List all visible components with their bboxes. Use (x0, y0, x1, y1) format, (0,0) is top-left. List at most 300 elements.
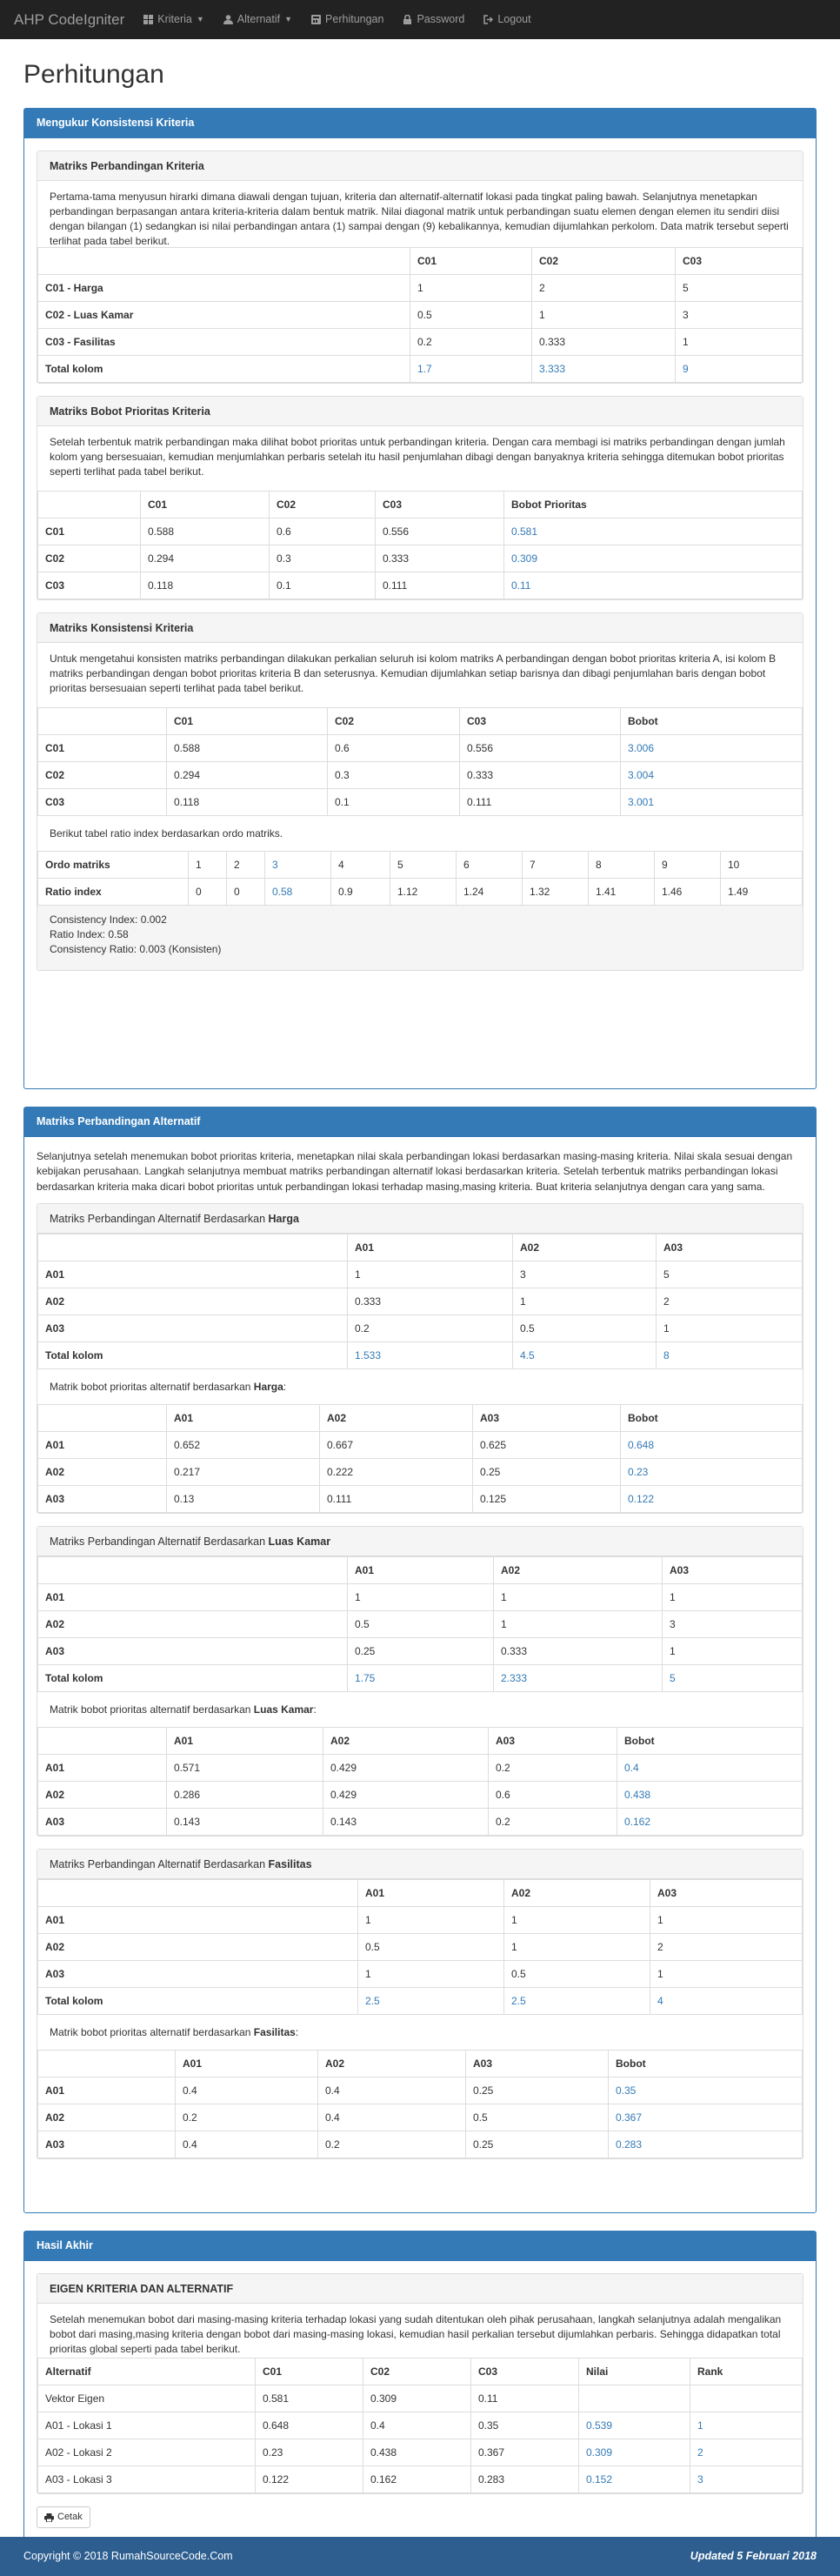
table-header-cell: Bobot (609, 2051, 803, 2078)
table-bobot-harga (37, 1404, 803, 1513)
panel-heading: Mengukur Konsistensi Kriteria (24, 109, 816, 138)
table-header-cell: Bobot (617, 1728, 803, 1755)
table-cell (690, 2385, 803, 2412)
table-cell: 0.2 (318, 2131, 466, 2158)
table-header-cell: C02 (38, 545, 141, 572)
table-cell: 1.32 (523, 879, 589, 906)
table-cell: 9 (676, 356, 803, 383)
table-header-cell: A01 (38, 2078, 176, 2104)
table-header-cell: A01 (38, 1584, 348, 1611)
print-button-label: Cetak (57, 2512, 83, 2522)
table-header (38, 492, 141, 519)
description: Selanjutnya setelah menemukan bobot prioritas kriteria, menetapkan nilai skala perbandingan lokasi berdasarkan masing-masing kriteria. Nilai skala sesuai dengan kebijakan perusahaan. Langkah selanjutnya membuat matriks perbandingan alternatif lokasi berdasarkan kriteria. Setelah terbentuk matriks perbandingan lokasi berdasarkan kriteria maka dicari bobot prioritas untuk perbandingan lokasi terhadap masing,masing kriteria. Buat kriteria selanjutnya dengan cara yang sama. (37, 1150, 793, 1193)
table-cell: 0.2 (489, 1809, 617, 1836)
table-header-cell: Bobot (621, 1405, 803, 1432)
table-cell: Vektor Eigen (38, 2385, 256, 2412)
table-cell: 0.2 (489, 1755, 617, 1782)
table-header-cell (38, 1728, 167, 1755)
table-cell: 2 (690, 2439, 803, 2466)
grid-icon (143, 15, 153, 24)
table-cell: 0.162 (363, 2466, 471, 2493)
table-cell: 0.13 (167, 1486, 320, 1513)
table-cell: 3.001 (621, 789, 803, 816)
table-cell: 0.5 (504, 1961, 650, 1988)
consistency-ratio: Consistency Ratio: 0.003 (Konsisten) (50, 942, 222, 955)
table-cell: 0.5 (466, 2104, 609, 2131)
table-header-cell: C03 - Fasilitas (38, 329, 410, 356)
table-header-cell (38, 1557, 348, 1584)
table-cell: 1.41 (589, 879, 655, 906)
table-header-cell: A03 (489, 1728, 617, 1755)
table-cell: 0.111 (376, 572, 504, 599)
table-header-cell: Ratio index (38, 879, 189, 906)
table-cell: 0.2 (410, 329, 532, 356)
table-header-cell (38, 1234, 348, 1261)
table-cell: 0.11 (504, 572, 803, 599)
panel-heading: Matriks Perbandingan Alternatif (24, 1107, 816, 1137)
table-header-cell: C02 (38, 762, 167, 789)
table-row (38, 302, 803, 329)
print-button[interactable] (37, 2506, 90, 2528)
caret-down-icon: ▼ (196, 15, 204, 24)
table-cell: 0.309 (579, 2439, 690, 2466)
table-header-cell (38, 1405, 167, 1432)
subpanel-matriks-bobot-prioritas (37, 396, 803, 600)
updated-date: Updated 5 Februari 2018 (690, 2549, 817, 2562)
table-row (38, 1907, 803, 1934)
subpanel-title: Matriks Perbandingan Kriteria (37, 151, 803, 181)
table-cell: 0.111 (320, 1486, 473, 1513)
table-cell: 1 (650, 1961, 803, 1988)
table-cell: 1 (690, 2412, 803, 2439)
subpanel-title: EIGEN KRITERIA DAN ALTERNATIF (37, 2274, 803, 2304)
table-bobot-luas-kamar (37, 1727, 803, 1836)
copyright: Copyright © 2018 RumahSourceCode.Com (23, 2549, 233, 2562)
table-cell: 0.667 (320, 1432, 473, 1459)
table-header-cell: A01 (167, 1728, 323, 1755)
table-header-cell: A03 (38, 1961, 358, 1988)
table-cell: 0.333 (460, 762, 621, 789)
table-cell: 3 (513, 1261, 657, 1288)
table-cell: 2.5 (358, 1988, 504, 2015)
table-row (38, 1755, 803, 1782)
description: Untuk mengetahui konsisten matriks perbandingan dilakukan perkalian seluruh isi kolom matriks A perbandingan dengan bobot prioritas kriteria A, isi kolom B matriks perbandingan dengan bobot prioritas kriteria B dan seterusnya. Kemudian dijumlahkan setiap barisnya dan dibagi penjumlahan baris dengan bobot prioritas bersesuaian seperti terlihat pada tabel berikut. (37, 643, 803, 707)
table-cell: 1 (663, 1584, 803, 1611)
table-cell: 0.4 (176, 2131, 318, 2158)
table-row-total (38, 1342, 803, 1369)
table-row (38, 2412, 803, 2439)
table-cell: 0.438 (363, 2439, 471, 2466)
table-cell: 0.122 (256, 2466, 363, 2493)
subpanel-title: Matriks Perbandingan Alternatif Berdasarkan Fasilitas (37, 1850, 803, 1879)
user-icon (223, 15, 233, 24)
table-header-cell: A02 (38, 1611, 348, 1638)
table-header-cell: A01 (176, 2051, 318, 2078)
table-cell: 10 (721, 852, 803, 879)
nav-alternatif-label: Alternatif (237, 12, 281, 25)
table-header-cell: Rank (690, 2359, 803, 2385)
table-cell: 1 (663, 1638, 803, 1665)
table-cell: 0.309 (504, 545, 803, 572)
table-row (38, 2385, 803, 2412)
table-cell: 0.1 (270, 572, 376, 599)
table-cell: 0.429 (323, 1755, 489, 1782)
table-header-cell: A02 (38, 1934, 358, 1961)
table-row (38, 1459, 803, 1486)
table-bobot-fasilitas (37, 2050, 803, 2158)
table-header-cell: A03 (473, 1405, 621, 1432)
main-container (0, 57, 840, 2555)
lock-icon (403, 15, 412, 24)
table-row (38, 789, 803, 816)
table-cell: 0.4 (617, 1755, 803, 1782)
table-cell: 0.2 (348, 1315, 513, 1342)
table-header-cell: A02 (38, 1782, 167, 1809)
table-header: C01 (410, 248, 532, 275)
table-cell: 1 (410, 275, 532, 302)
table-cell: 0.333 (494, 1638, 663, 1665)
table-cell: 1 (358, 1961, 504, 1988)
nav-kriteria[interactable] (143, 12, 204, 28)
table-cell: 0.25 (466, 2078, 609, 2104)
table-header-cell: A03 (657, 1234, 803, 1261)
table-cell: 1.12 (390, 879, 457, 906)
table-cell: 0.294 (141, 545, 270, 572)
table-cell: 1 (358, 1907, 504, 1934)
table-header-cell: A01 (348, 1234, 513, 1261)
brand-link[interactable]: AHP CodeIgniter (14, 10, 125, 28)
table-header-cell: A01 (348, 1557, 494, 1584)
table-perbandingan-fasilitas (37, 1879, 803, 2015)
table-cell: 7 (523, 852, 589, 879)
table-cell: 3 (265, 852, 331, 879)
table-header-cell: A01 (38, 1907, 358, 1934)
consistency-result (37, 906, 803, 970)
table-cell: 1.46 (655, 879, 721, 906)
table-cell: 1 (494, 1584, 663, 1611)
nav-password[interactable] (403, 12, 464, 28)
table-cell: 0.652 (167, 1432, 320, 1459)
table-cell: 4 (331, 852, 390, 879)
nav-logout[interactable] (483, 12, 530, 28)
table-row (38, 519, 803, 545)
panel-heading: Hasil Akhir (24, 2231, 816, 2261)
table-cell: 0.111 (460, 789, 621, 816)
table-cell: 2 (650, 1934, 803, 1961)
table-cell: 0.11 (471, 2385, 579, 2412)
table-cell: 4 (650, 1988, 803, 2015)
table-cell: 0.58 (265, 879, 331, 906)
nav-perhitungan-label: Perhitungan (325, 12, 384, 25)
table-header-cell: A02 (323, 1728, 489, 1755)
nav-password-label: Password (417, 12, 465, 25)
table-header-cell: A01 (38, 1755, 167, 1782)
table-cell: 0.333 (532, 329, 676, 356)
table-row (38, 2078, 803, 2104)
table-cell: 0.367 (471, 2439, 579, 2466)
table-cell: A01 - Lokasi 1 (38, 2412, 256, 2439)
table-header-cell: Ordo matriks (38, 852, 189, 879)
table-row (38, 735, 803, 762)
table-cell: 1.75 (348, 1665, 494, 1692)
table-cell: 0.571 (167, 1755, 323, 1782)
ratio-index-note: Berikut tabel ratio index berdasarkan ordo matriks. (37, 816, 803, 851)
panel-konsistensi-kriteria (23, 108, 817, 1089)
table-bobot-prioritas (37, 491, 803, 599)
table-hasil-akhir (37, 2358, 803, 2493)
bobot-caption: Matrik bobot prioritas alternatif berdasarkan Harga: (37, 1369, 803, 1404)
table-header-cell: A02 (494, 1557, 663, 1584)
table-header: C02 (532, 248, 676, 275)
table-cell: 2.5 (504, 1988, 650, 2015)
table-cell: 0.429 (323, 1782, 489, 1809)
subpanel-matriks-konsistensi (37, 612, 803, 971)
table-cell: 1 (513, 1288, 657, 1315)
table-cell: 3 (676, 302, 803, 329)
table-header-cell: A03 (650, 1880, 803, 1907)
table-header-cell: C02 (363, 2359, 471, 2385)
consistency-index: Consistency Index: 0.002 (50, 913, 167, 926)
table-header-cell: A02 (38, 2104, 176, 2131)
table-header: C01 (167, 708, 328, 735)
table-header-cell: A03 (38, 1315, 348, 1342)
table-row (38, 1961, 803, 1988)
table-header-cell: A02 (320, 1405, 473, 1432)
table-cell: 8 (589, 852, 655, 879)
table-cell: 0.648 (621, 1432, 803, 1459)
table-row-total (38, 356, 803, 383)
table-cell: 0.4 (176, 2078, 318, 2104)
table-row (38, 2466, 803, 2493)
table-row (38, 329, 803, 356)
table-row (38, 2131, 803, 2158)
table-row (38, 545, 803, 572)
table-header-cell: A02 (38, 1288, 348, 1315)
table-header-cell: C01 - Harga (38, 275, 410, 302)
table-cell: 2.333 (494, 1665, 663, 1692)
table-cell: 8 (657, 1342, 803, 1369)
table-cell: 0.333 (376, 545, 504, 572)
table-cell: 3 (690, 2466, 803, 2493)
table-header-cell: C01 (256, 2359, 363, 2385)
table-header: C01 (141, 492, 270, 519)
table-header-cell: A03 (38, 2131, 176, 2158)
table-row (38, 1432, 803, 1459)
table-cell: 0.283 (609, 2131, 803, 2158)
table-cell: 1 (532, 302, 676, 329)
nav-alternatif[interactable] (223, 12, 292, 28)
description: Setelah terbentuk matrik perbandingan maka dilihat bobot prioritas untuk perbandingan kriteria. Dengan cara membagi isi matriks perbandingan dengan jumlah kolom yang bersesuaian, kemudian menjumlahkan perbaris setelah itu hasil penjumlahan dibagi dengan banyaknya kriteria sehingga ditemukan bobot prioritas seperti terlihat pada tabel berikut. (37, 426, 803, 491)
table-cell: 1.49 (721, 879, 803, 906)
subpanel-alternatif-harga (37, 1203, 803, 1514)
table-header-cell: Alternatif (38, 2359, 256, 2385)
table-cell: 0.118 (141, 572, 270, 599)
table-cell: 1 (494, 1611, 663, 1638)
table-perbandingan-harga (37, 1234, 803, 1369)
table-cell: 1 (348, 1584, 494, 1611)
nav-kriteria-label: Kriteria (157, 12, 192, 25)
table-cell: 0.125 (473, 1486, 621, 1513)
table-row (38, 2439, 803, 2466)
table-cell: 3.006 (621, 735, 803, 762)
table-cell: 0.581 (256, 2385, 363, 2412)
table-cell: 0.118 (167, 789, 328, 816)
table-header: C02 (270, 492, 376, 519)
table-header-cell: C03 (471, 2359, 579, 2385)
table-header: C02 (328, 708, 460, 735)
table-perbandingan-kriteria (37, 247, 803, 383)
table-cell: 0.217 (167, 1459, 320, 1486)
table-cell: 0.25 (348, 1638, 494, 1665)
table-perbandingan-luas-kamar (37, 1556, 803, 1692)
table-header-cell: Total kolom (38, 1988, 358, 2015)
table-cell: 0.6 (270, 519, 376, 545)
table-row (38, 275, 803, 302)
page-title: Perhitungan (23, 60, 164, 89)
table-header-cell: A02 (513, 1234, 657, 1261)
description: Pertama-tama menyusun hirarki dimana diawali dengan tujuan, kriteria dan alternatif-alternatif lokasi pada tingkat paling bawah. Selanjutnya menetapkan perbandingan berpasangan antara kriteria-kriteria dalam bentuk matrik. Nilai diagonal matrik untuk perbandingan suatu elemen dengan elemen itu sendiri diisi dengan bilangan (1) sedangkan isi nilai perbandingan antara (1) sampai dengan (9) kebalikannya, kemudian dijumlahkan perkolom. Data matrik tersebut seperti terlihat pada tabel berikut. (37, 181, 803, 247)
table-row (38, 1934, 803, 1961)
table-cell: 0.333 (348, 1288, 513, 1315)
description: Setelah menemukan bobot dari masing-masing kriteria terhadap lokasi yang sudah ditentukan oleh pihak perusahaan, langkah selanjutnya adalah mengalikan bobot dari masing,masing kriteria dengan bobot dari masing-masing lokasi, kemudian hasil perkalian tersebut dijumlahkan perbaris. Sehingga didapatkan total prioritas global seperti pada tabel berikut. (37, 2304, 803, 2358)
table-header-cell: A03 (663, 1557, 803, 1584)
table-cell: 0.283 (471, 2466, 579, 2493)
logout-icon (483, 15, 493, 24)
table-cell: 2 (227, 852, 265, 879)
table-header-cell: Total kolom (38, 1342, 348, 1369)
table-cell: 1 (504, 1934, 650, 1961)
subpanel-eigen (37, 2273, 803, 2494)
table-row (38, 852, 803, 879)
table-cell: 0.588 (167, 735, 328, 762)
subpanel-alternatif-luas-kamar (37, 1526, 803, 1837)
subpanel-alternatif-fasilitas (37, 1849, 803, 2159)
table-header-cell: C01 (38, 519, 141, 545)
table-header-cell: C03 (38, 789, 167, 816)
table-row (38, 1315, 803, 1342)
table-header-cell: A03 (38, 1638, 348, 1665)
table-cell: 0.309 (363, 2385, 471, 2412)
table-cell: 1 (189, 852, 227, 879)
table-row (38, 1584, 803, 1611)
table-header-cell: Total kolom (38, 1665, 348, 1692)
table-cell: 1.533 (348, 1342, 513, 1369)
table-cell: 0.35 (471, 2412, 579, 2439)
ratio-index: Ratio Index: 0.58 (50, 927, 129, 940)
table-cell: 0.556 (460, 735, 621, 762)
table-cell: 6 (457, 852, 523, 879)
table-cell: 0.3 (270, 545, 376, 572)
subpanel-title: Matriks Konsistensi Kriteria (37, 613, 803, 643)
table-cell: 3.333 (532, 356, 676, 383)
table-cell: 1 (676, 329, 803, 356)
table-cell: 3.004 (621, 762, 803, 789)
table-cell: 0.3 (328, 762, 460, 789)
table-cell: 1 (657, 1315, 803, 1342)
nav-logout-label: Logout (497, 12, 531, 25)
subpanel-title: Matriks Perbandingan Alternatif Berdasarkan Luas Kamar (37, 1527, 803, 1556)
table-header-cell: A02 (504, 1880, 650, 1907)
table-cell: 0.6 (489, 1782, 617, 1809)
table-header: Bobot Prioritas (504, 492, 803, 519)
table-cell: 0.4 (363, 2412, 471, 2439)
table-row (38, 572, 803, 599)
subpanel-matriks-perbandingan-kriteria (37, 151, 803, 384)
footer (0, 2537, 840, 2576)
table-cell: 3 (663, 1611, 803, 1638)
caret-down-icon: ▼ (284, 15, 293, 24)
table-row (38, 1809, 803, 1836)
table-cell: 0.1 (328, 789, 460, 816)
table-header-cell: A01 (38, 1261, 348, 1288)
table-header-cell (38, 2051, 176, 2078)
table-cell: 0.152 (579, 2466, 690, 2493)
table-cell: A02 - Lokasi 2 (38, 2439, 256, 2466)
table-row (38, 762, 803, 789)
table-header-cell: Total kolom (38, 356, 410, 383)
table-cell: 1 (348, 1261, 513, 1288)
table-row (38, 2104, 803, 2131)
table-cell: 0.23 (256, 2439, 363, 2466)
table-header-cell: Nilai (579, 2359, 690, 2385)
table-cell: 0.556 (376, 519, 504, 545)
table-konsistensi (37, 707, 803, 816)
table-cell: 1 (650, 1907, 803, 1934)
table-cell: 2 (657, 1288, 803, 1315)
table-cell: 0.162 (617, 1809, 803, 1836)
table-cell: 0.588 (141, 519, 270, 545)
table-cell: 0.648 (256, 2412, 363, 2439)
table-cell: 0.25 (473, 1459, 621, 1486)
table-row-total (38, 1665, 803, 1692)
table-cell: 0.5 (410, 302, 532, 329)
table-cell: 0.5 (348, 1611, 494, 1638)
table-header: Bobot (621, 708, 803, 735)
table-cell: 5 (676, 275, 803, 302)
table-row (38, 1782, 803, 1809)
table-cell: 5 (663, 1665, 803, 1692)
calculator-icon (311, 15, 321, 24)
table-header-cell: C03 (38, 572, 141, 599)
panel-perbandingan-alternatif (23, 1107, 817, 2213)
table-header-cell: A03 (38, 1486, 167, 1513)
table-cell: 5 (657, 1261, 803, 1288)
table-header-cell (38, 1880, 358, 1907)
table-cell: 0.367 (609, 2104, 803, 2131)
table-row (38, 1288, 803, 1315)
table-cell: 0.4 (318, 2104, 466, 2131)
table-header-cell: A03 (466, 2051, 609, 2078)
table-row (38, 1638, 803, 1665)
table-header: C03 (460, 708, 621, 735)
table-cell: 0.23 (621, 1459, 803, 1486)
subpanel-title: Matriks Bobot Prioritas Kriteria (37, 397, 803, 426)
table-cell: 5 (390, 852, 457, 879)
table-header-cell: A01 (358, 1880, 504, 1907)
table-cell: 0.286 (167, 1782, 323, 1809)
nav-perhitungan[interactable] (311, 12, 383, 28)
table-row (38, 1611, 803, 1638)
table-cell: 0.5 (513, 1315, 657, 1342)
table-header-cell: A02 (318, 2051, 466, 2078)
table-cell: 0.9 (331, 879, 390, 906)
table-row-total (38, 1988, 803, 2015)
table-cell: 0.539 (579, 2412, 690, 2439)
table-cell: A03 - Lokasi 3 (38, 2466, 256, 2493)
table-cell: 0.4 (318, 2078, 466, 2104)
table-cell: 4.5 (513, 1342, 657, 1369)
table-cell: 0.581 (504, 519, 803, 545)
